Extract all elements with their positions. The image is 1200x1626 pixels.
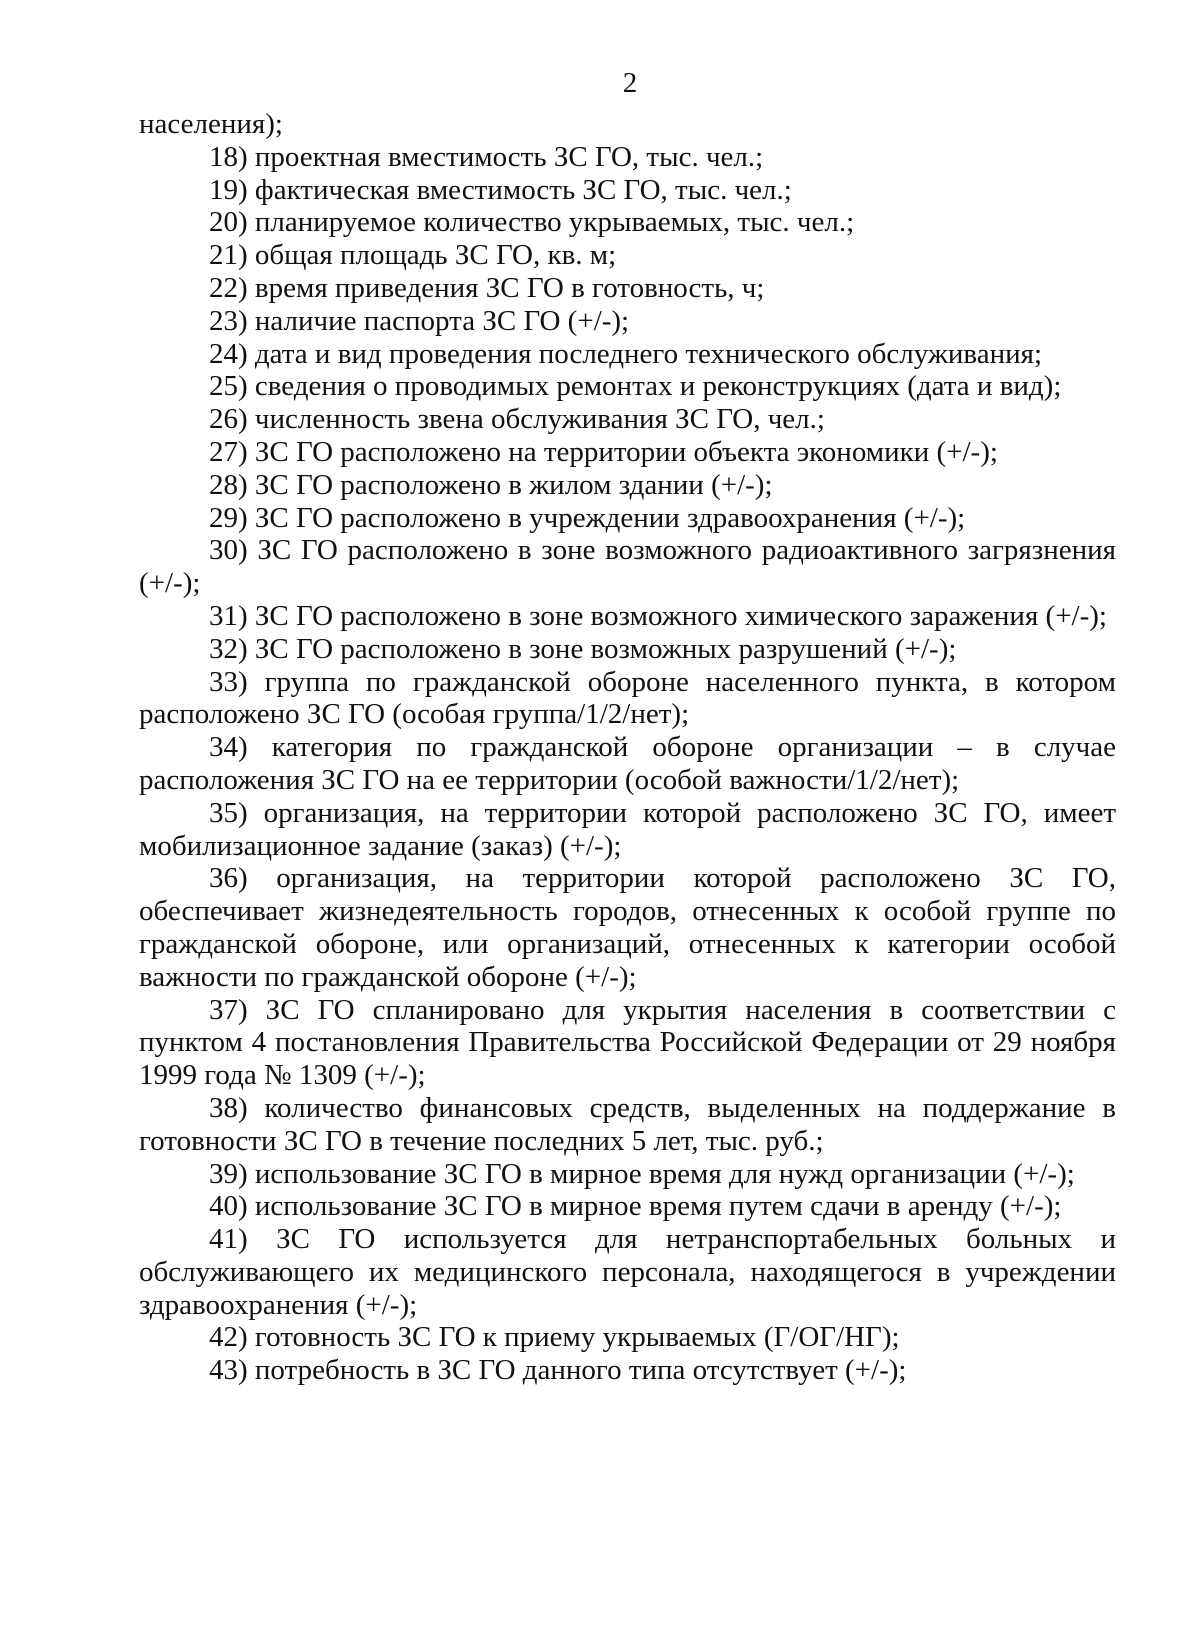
list-item: 21) общая площадь ЗС ГО, кв. м; — [209, 239, 617, 272]
list-item: 18) проектная вместимость ЗС ГО, тыс. чел.; — [209, 140, 764, 173]
list-item: 38) количество финансовых средств, выделенных на поддержание в готовности ЗС ГО в течение последних 5 лет, тыс. руб.; — [139, 1091, 1116, 1157]
list-item: 43) потребность в ЗС ГО данного типа отсутствует (+/-); — [209, 1354, 907, 1387]
list-item: 24) дата и вид проведения последнего технического обслуживания; — [209, 337, 1043, 370]
list-item: 27) ЗС ГО расположено на территории объекта экономики (+/-); — [209, 435, 998, 468]
list-item: 20) планируемое количество укрываемых, тыс. чел.; — [209, 206, 855, 239]
list-item: 33) группа по гражданской обороне населенного пункта, в котором расположено ЗС ГО (особая группа/1/2/нет); — [139, 665, 1116, 731]
list-item: 37) ЗС ГО спланировано для укрытия населения в соответствии с пунктом 4 постановления Правительства Российской Федерации от 29 ноября 1999 года № 1309 (+/-); — [139, 993, 1116, 1092]
list-item: 28) ЗС ГО расположено в жилом здании (+/-); — [209, 468, 773, 501]
list-item: 31) ЗС ГО расположено в зоне возможного химического заражения (+/-); — [209, 599, 1107, 632]
list-item: 39) использование ЗС ГО в мирное время для нужд организации (+/-); — [209, 1157, 1075, 1190]
list-item: 32) ЗС ГО расположено в зоне возможных разрушений (+/-); — [209, 632, 957, 665]
list-item: 34) категория по гражданской обороне организации – в случае расположения ЗС ГО на ее территории (особой важности/1/2/нет); — [139, 731, 1116, 796]
page-number: 2 — [622, 67, 638, 99]
list-item: 23) наличие паспорта ЗС ГО (+/-); — [209, 304, 630, 337]
list-item: 42) готовность ЗС ГО к приему укрываемых (Г/ОГ/НГ); — [209, 1321, 900, 1354]
list-item: 40) использование ЗС ГО в мирное время путем сдачи в аренду (+/-); — [209, 1190, 1062, 1223]
list-item: 25) сведения о проводимых ремонтах и реконструкциях (дата и вид); — [209, 370, 1062, 403]
list-item: 26) численность звена обслуживания ЗС ГО, чел.; — [209, 403, 825, 436]
list-item: 36) организация, на территории которой расположено ЗС ГО, обеспечивает жизнедеятельность городов, отнесенных к особой группе по гражданской обороне, или организаций, отнесенных к категории особой важности по гражданской обороне (+/-); — [139, 862, 1116, 993]
list-item: 22) время приведения ЗС ГО в готовность, ч; — [209, 271, 765, 304]
list-item: 19) фактическая вместимость ЗС ГО, тыс. чел.; — [209, 173, 792, 206]
list-item: населения); — [139, 108, 283, 140]
list-item: 30) ЗС ГО расположено в зоне возможного радиоактивного загрязнения (+/-); — [139, 534, 1116, 600]
list-item: 41) ЗС ГО используется для нетранспортабельных больных и обслуживающего их медицинского персонала, находящегося в учреждении здравоохранения (+/-); — [139, 1223, 1116, 1321]
list-item: 35) организация, на территории которой расположено ЗС ГО, имеет мобилизационное задание (заказ) (+/-); — [139, 796, 1116, 862]
list-item: 29) ЗС ГО расположено в учреждении здравоохранения (+/-); — [209, 501, 966, 534]
document-body — [139, 108, 1116, 1387]
